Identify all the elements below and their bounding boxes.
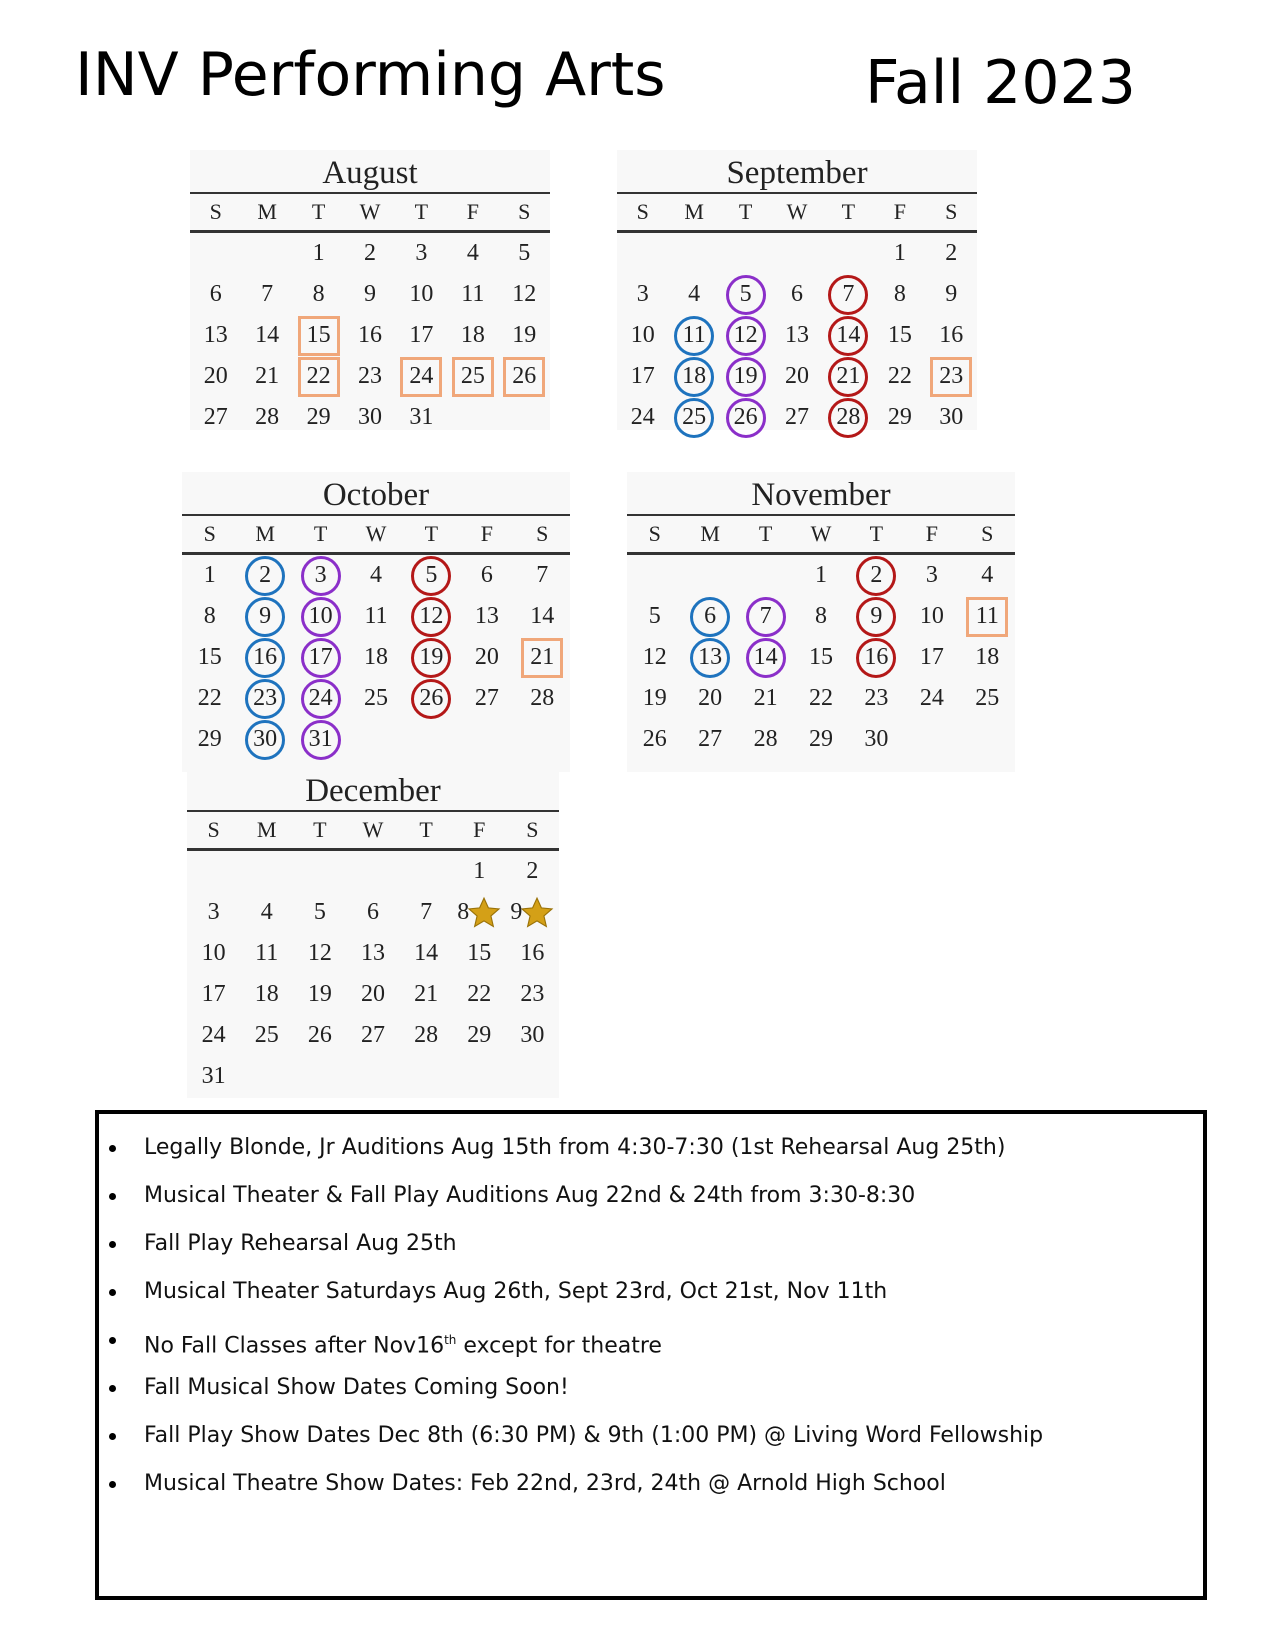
day-cell: 31	[409, 404, 434, 430]
day-cell: 7	[261, 281, 274, 307]
day-cell: 29	[887, 404, 912, 430]
weekday-label: T	[869, 521, 884, 546]
weekday-label: T	[738, 199, 753, 224]
day-cell: 3	[293, 555, 348, 596]
day-cell: 6	[682, 596, 737, 637]
day-cell: 18	[975, 644, 1000, 670]
day-cell: 15	[197, 644, 222, 670]
day-cell: 25	[668, 397, 719, 438]
day-cell: 3	[636, 281, 649, 307]
empty-day	[240, 851, 293, 892]
day-cell: 12	[307, 940, 332, 966]
day-cell: 14	[823, 315, 874, 356]
day-cell: 4	[260, 899, 273, 925]
day-cell: 25	[975, 685, 1000, 711]
day-cell: 22	[808, 685, 833, 711]
day-cell: 29	[197, 726, 222, 752]
weekday-label: S	[636, 199, 649, 224]
weekday-label: T	[841, 199, 856, 224]
weekday-label: W	[365, 521, 387, 546]
note-item: Fall Musical Show Dates Coming Soon!	[144, 1364, 1203, 1412]
weekday-label: M	[700, 521, 720, 546]
day-cell: 29	[306, 404, 331, 430]
weekday-label: S	[209, 199, 222, 224]
day-cell: 2	[526, 858, 539, 884]
empty-day	[627, 555, 682, 596]
day-cell: 1	[473, 858, 486, 884]
day-cell: 16	[237, 637, 292, 678]
day-cell: 23	[926, 356, 977, 397]
day-cell: 27	[698, 726, 723, 752]
day-cell: 24	[293, 678, 348, 719]
day-cell: 19	[720, 356, 771, 397]
empty-day	[346, 851, 399, 892]
day-cell: 30	[237, 719, 292, 760]
day-cell: 29	[808, 726, 833, 752]
empty-day	[400, 851, 453, 892]
calendar-september	[617, 150, 977, 430]
day-cell: 28	[753, 726, 778, 752]
day-cell: 5	[648, 603, 661, 629]
weekday-label: M	[256, 817, 277, 842]
day-cell: 31	[293, 719, 348, 760]
star-icon	[467, 896, 501, 930]
weekday-label: S	[648, 521, 661, 546]
page-title: INV Performing Arts	[75, 40, 666, 110]
day-cell: 5	[313, 899, 326, 925]
day-cell: 20	[203, 363, 228, 389]
weekday-label: T	[424, 521, 439, 546]
day-cell: 18	[254, 981, 279, 1007]
calendar-august	[190, 150, 550, 430]
day-cell: 16	[357, 322, 382, 348]
month-name: August	[190, 150, 550, 194]
weekday-label: S	[981, 521, 994, 546]
day-cell: 2	[237, 555, 292, 596]
day-cell: 2	[849, 555, 904, 596]
weekday-label: W	[810, 521, 832, 546]
day-cell: 11	[255, 940, 279, 966]
empty-day	[293, 851, 346, 892]
day-cell: 19	[404, 637, 459, 678]
weekday-label: T	[313, 817, 327, 842]
day-cell: 5	[518, 240, 531, 266]
day-cell: 28	[823, 397, 874, 438]
day-cell: 27	[203, 404, 228, 430]
empty-day	[682, 555, 737, 596]
day-cell: 29	[467, 1022, 492, 1048]
day-cell: 26	[720, 397, 771, 438]
day-cell: 8	[814, 603, 827, 629]
day-grid	[617, 233, 977, 438]
empty-day	[823, 233, 874, 274]
day-cell: 23	[357, 363, 382, 389]
day-cell: 6	[209, 281, 222, 307]
day-cell: 3	[925, 562, 938, 588]
note-item: Musical Theater Saturdays Aug 26th, Sept 23rd, Oct 21st, Nov 11th	[144, 1268, 1203, 1316]
month-name: November	[627, 472, 1015, 516]
day-cell: 28	[255, 404, 280, 430]
day-cell: 11	[668, 315, 719, 356]
day-cell: 21	[414, 981, 439, 1007]
day-cell: 14	[414, 940, 439, 966]
weekday-label: T	[414, 199, 429, 224]
day-cell: 12	[720, 315, 771, 356]
weekday-label: F	[925, 521, 938, 546]
star-icon	[520, 896, 554, 930]
day-cell: 9	[237, 596, 292, 637]
day-cell: 17	[201, 981, 226, 1007]
weekday-label: M	[684, 199, 704, 224]
day-cell: 26	[404, 678, 459, 719]
day-cell: 5	[720, 274, 771, 315]
day-cell: 24	[201, 1022, 226, 1048]
day-cell: 20	[698, 685, 723, 711]
day-cell: 23	[237, 678, 292, 719]
day-cell: 22	[293, 356, 344, 397]
weekday-label: W	[362, 817, 384, 842]
day-cell: 28	[414, 1022, 439, 1048]
day-cell: 8	[893, 281, 906, 307]
day-cell: 11	[960, 596, 1015, 637]
weekday-label: W	[786, 199, 808, 224]
day-cell: 12	[404, 596, 459, 637]
note-item: Musical Theater & Fall Play Auditions Aug 22nd & 24th from 3:30-8:30	[144, 1172, 1203, 1220]
note-item: No Fall Classes after Nov16th except for theatre	[144, 1316, 1203, 1364]
weekday-label: S	[207, 817, 220, 842]
day-cell: 14	[738, 637, 793, 678]
day-cell: 24	[919, 685, 944, 711]
empty-day	[668, 233, 719, 274]
empty-day	[190, 233, 241, 274]
day-cell: 10	[630, 322, 655, 348]
day-cell: 25	[447, 356, 498, 397]
day-cell: 15	[293, 315, 344, 356]
day-cell: 13	[203, 322, 228, 348]
day-cell: 4	[981, 562, 994, 588]
day-cell: 1	[814, 562, 827, 588]
day-cell: 15	[467, 940, 492, 966]
empty-day	[187, 851, 240, 892]
day-cell: 17	[919, 644, 944, 670]
day-grid	[190, 233, 550, 438]
weekday-label: T	[758, 521, 773, 546]
day-cell: 16	[939, 322, 964, 348]
note-item: Fall Play Rehearsal Aug 25th	[144, 1220, 1203, 1268]
day-cell: 21	[823, 356, 874, 397]
weekday-header	[187, 812, 559, 851]
day-cell: 26	[307, 1022, 332, 1048]
day-cell: 17	[293, 637, 348, 678]
weekday-header	[190, 194, 550, 233]
day-cell: 6	[480, 562, 493, 588]
day-cell: 1	[312, 240, 325, 266]
weekday-header	[627, 516, 1015, 555]
day-cell: 8	[312, 281, 325, 307]
day-cell: 20	[474, 644, 499, 670]
day-cell: 25	[254, 1022, 279, 1048]
day-cell: 13	[682, 637, 737, 678]
day-cell: 27	[360, 1022, 385, 1048]
day-cell: 30	[357, 404, 382, 430]
weekday-label: W	[359, 199, 381, 224]
day-cell: 21	[515, 637, 570, 678]
day-cell: 26	[642, 726, 667, 752]
day-cell: 9	[363, 281, 376, 307]
season-label: Fall 2023	[865, 48, 1136, 118]
day-cell: 4	[369, 562, 382, 588]
day-cell: 18	[668, 356, 719, 397]
day-cell: 8	[203, 603, 216, 629]
day-cell: 13	[360, 940, 385, 966]
day-cell: 3	[207, 899, 220, 925]
empty-day	[771, 233, 822, 274]
day-cell: 28	[530, 685, 555, 711]
weekday-label: T	[311, 199, 326, 224]
weekday-label: F	[480, 521, 493, 546]
day-cell: 19	[512, 322, 537, 348]
day-grid	[182, 555, 570, 760]
weekday-header	[182, 516, 570, 555]
weekday-label: S	[536, 521, 549, 546]
day-grid	[187, 851, 559, 1097]
weekday-label: M	[257, 199, 277, 224]
weekday-label: T	[419, 817, 433, 842]
day-cell: 7	[823, 274, 874, 315]
day-cell: 19	[642, 685, 667, 711]
weekday-label: T	[313, 521, 328, 546]
note-item: Fall Play Show Dates Dec 8th (6:30 PM) & 9th (1:00 PM) @ Living Word Fellowship	[144, 1412, 1203, 1460]
weekday-label: M	[255, 521, 275, 546]
month-name: October	[182, 472, 570, 516]
day-cell: 17	[409, 322, 434, 348]
day-cell: 1	[893, 240, 906, 266]
day-grid	[627, 555, 1015, 760]
weekday-label: S	[203, 521, 216, 546]
weekday-label: F	[473, 817, 486, 842]
day-cell: 18	[363, 644, 388, 670]
day-cell: 25	[363, 685, 388, 711]
day-cell: 14	[255, 322, 280, 348]
day-cell: 12	[512, 281, 537, 307]
day-cell: 3	[415, 240, 428, 266]
day-cell: 27	[474, 685, 499, 711]
empty-day	[738, 555, 793, 596]
day-cell: 9	[849, 596, 904, 637]
day-cell: 14	[530, 603, 555, 629]
day-cell: 13	[474, 603, 499, 629]
day-cell: 16	[520, 940, 545, 966]
day-cell: 4	[688, 281, 701, 307]
day-cell: 22	[467, 981, 492, 1007]
schedule-notes	[95, 1110, 1207, 1600]
day-cell: 30	[939, 404, 964, 430]
month-name: December	[187, 768, 559, 812]
calendar-november	[627, 472, 1015, 772]
day-cell: 22	[887, 363, 912, 389]
day-cell: 20	[784, 363, 809, 389]
day-cell: 8	[453, 892, 506, 933]
day-cell: 10	[293, 596, 348, 637]
weekday-label: S	[526, 817, 539, 842]
day-cell: 23	[864, 685, 889, 711]
calendar-october	[182, 472, 570, 772]
day-cell: 1	[203, 562, 216, 588]
day-cell: 11	[461, 281, 485, 307]
day-cell: 24	[630, 404, 655, 430]
day-cell: 12	[642, 644, 667, 670]
day-cell: 17	[630, 363, 655, 389]
day-cell: 15	[887, 322, 912, 348]
empty-day	[720, 233, 771, 274]
day-cell: 20	[360, 981, 385, 1007]
month-name: September	[617, 150, 977, 194]
day-cell: 31	[201, 1063, 226, 1089]
empty-day	[241, 233, 292, 274]
day-cell: 6	[366, 899, 379, 925]
day-cell: 27	[784, 404, 809, 430]
day-cell: 9	[945, 281, 958, 307]
day-cell: 19	[307, 981, 332, 1007]
weekday-label: F	[466, 199, 479, 224]
day-cell: 23	[520, 981, 545, 1007]
day-cell: 22	[197, 685, 222, 711]
day-cell: 10	[201, 940, 226, 966]
day-cell: 4	[466, 240, 479, 266]
day-cell: 21	[753, 685, 778, 711]
day-cell: 24	[396, 356, 447, 397]
day-cell: 9	[506, 892, 559, 933]
note-item: Legally Blonde, Jr Auditions Aug 15th from 4:30-7:30 (1st Rehearsal Aug 25th)	[144, 1124, 1203, 1172]
day-cell: 6	[790, 281, 803, 307]
day-cell: 2	[363, 240, 376, 266]
calendar-december	[187, 768, 559, 1098]
day-cell: 11	[364, 603, 388, 629]
day-cell: 5	[404, 555, 459, 596]
day-cell: 7	[738, 596, 793, 637]
note-item: Musical Theatre Show Dates: Feb 22nd, 23rd, 24th @ Arnold High School	[144, 1460, 1203, 1508]
weekday-label: F	[893, 199, 906, 224]
day-cell: 10	[409, 281, 434, 307]
day-cell: 18	[460, 322, 485, 348]
day-cell: 21	[255, 363, 280, 389]
day-cell: 10	[919, 603, 944, 629]
day-cell: 2	[945, 240, 958, 266]
day-cell: 15	[808, 644, 833, 670]
day-cell: 7	[420, 899, 433, 925]
day-cell: 13	[784, 322, 809, 348]
day-cell: 30	[520, 1022, 545, 1048]
weekday-label: S	[945, 199, 958, 224]
weekday-header	[617, 194, 977, 233]
weekday-label: S	[518, 199, 531, 224]
day-cell: 26	[499, 356, 550, 397]
day-cell: 7	[536, 562, 549, 588]
day-cell: 30	[864, 726, 889, 752]
empty-day	[617, 233, 668, 274]
day-cell: 16	[849, 637, 904, 678]
